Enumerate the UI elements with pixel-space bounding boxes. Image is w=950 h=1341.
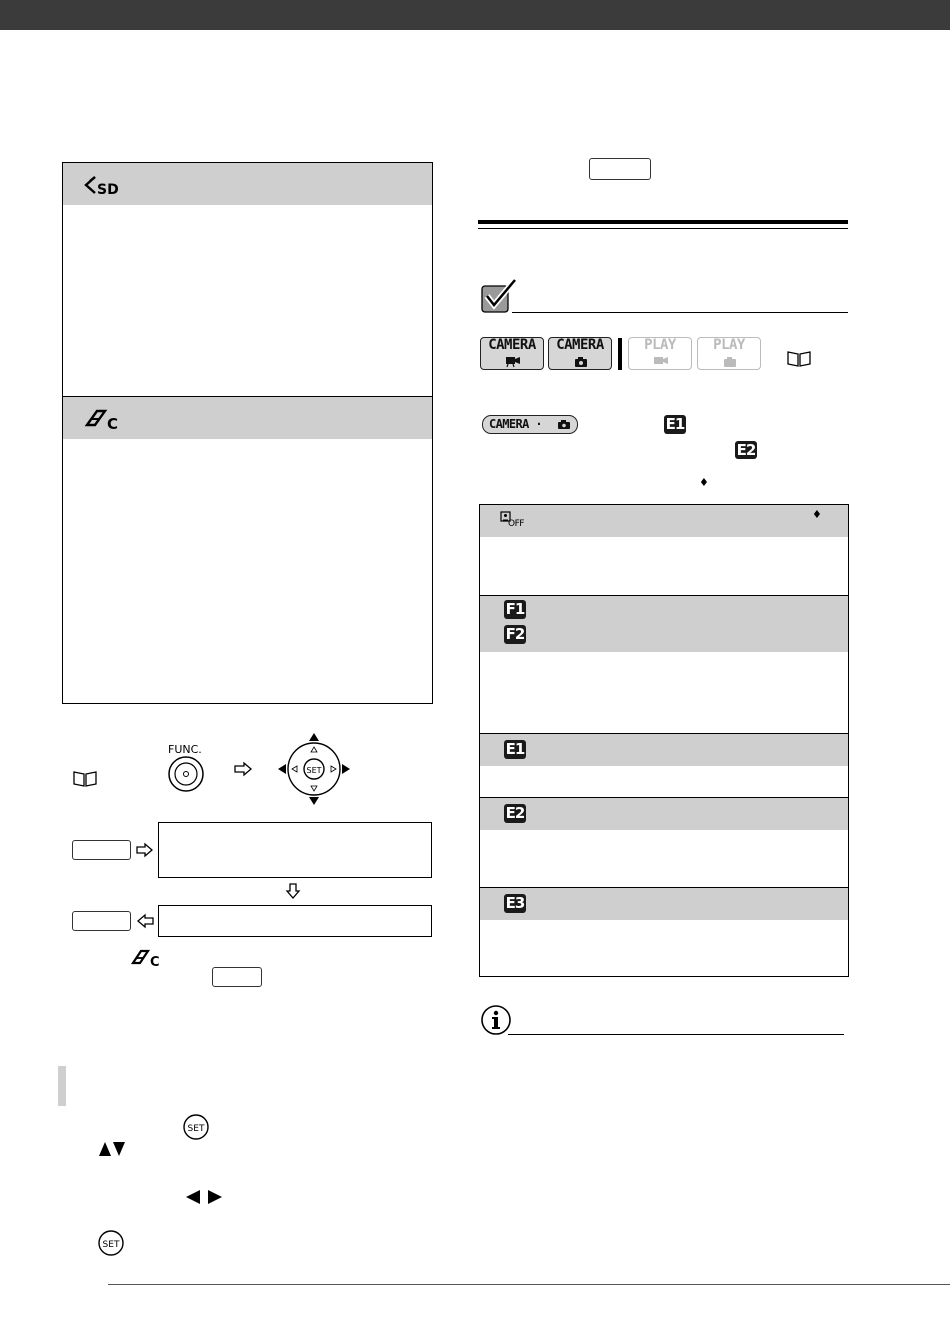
svg-text:SET: SET (187, 1124, 205, 1134)
menu-key-button[interactable] (72, 840, 131, 860)
badge-e1: E1 (505, 740, 525, 758)
footer-rule (108, 1284, 950, 1285)
svg-text:C: C (107, 415, 119, 433)
badge-f1: F1 (505, 600, 525, 618)
arrow-left-icon (136, 914, 154, 928)
book-icon (72, 770, 100, 788)
options-table (479, 504, 849, 977)
checkmark-icon (480, 278, 520, 314)
mode-chip-label: CAMERA (556, 337, 604, 353)
card-sd-icon (83, 175, 123, 197)
movie-icon (505, 356, 521, 368)
heading-rule (478, 220, 848, 224)
camera-icon (723, 356, 737, 368)
mode-chip-label: PLAY (644, 337, 676, 353)
step-box-2 (158, 905, 432, 937)
func-key-button[interactable] (72, 911, 131, 931)
table-row-off-header (480, 505, 848, 537)
info-icon (480, 1004, 514, 1038)
movie-icon (653, 356, 669, 368)
table-row-e3-header (480, 887, 848, 920)
diamond-mark: ♦ (699, 476, 709, 489)
table-row-f1-f2-header (480, 595, 848, 652)
arrow-right-icon (136, 843, 154, 857)
set-button-icon[interactable] (98, 1230, 126, 1258)
sd-card-header (63, 163, 432, 205)
mode-chip-label: CAMERA (488, 337, 536, 353)
badge-e2: E2 (736, 441, 756, 459)
camera-icon (574, 356, 588, 368)
svg-text:SET: SET (306, 766, 322, 775)
mode-chip-label: PLAY (713, 337, 745, 353)
section-marker (58, 1066, 66, 1106)
inline-mode-label: CAMERA · (489, 417, 542, 431)
up-down-icon (98, 1141, 128, 1157)
top-bar (0, 0, 950, 30)
mode-chip-play-photo (697, 337, 761, 370)
joystick-icon[interactable] (278, 733, 350, 805)
badge-f2: F2 (505, 625, 525, 643)
svg-text:C: C (150, 955, 160, 970)
arrow-right-icon (234, 762, 254, 776)
mode-chip-play-movie (628, 337, 692, 370)
table-row-e1-header (480, 733, 848, 766)
func-label: FUNC. (168, 743, 202, 756)
cf-card-header (63, 396, 432, 439)
check-rule (512, 312, 848, 313)
svg-text:SET: SET (102, 1240, 120, 1250)
key-button[interactable] (212, 967, 262, 987)
diamond-mark: ♦ (812, 508, 822, 521)
card-cf-icon (130, 948, 164, 968)
memory-card-panel (62, 162, 433, 704)
table-row-e2-header (480, 797, 848, 830)
mode-chip-camera-movie (480, 337, 544, 370)
inline-mode-chip (482, 415, 578, 434)
camera-icon (557, 419, 571, 430)
func-button-icon[interactable] (166, 756, 206, 796)
card-cf-icon (83, 407, 123, 431)
mode-chip-camera-photo (548, 337, 612, 370)
arrow-down-icon (286, 883, 300, 899)
key-button[interactable] (589, 158, 651, 180)
left-right-icon (185, 1189, 223, 1205)
heading-rule-thin (478, 228, 848, 229)
mode-separator (618, 338, 622, 370)
step-box-1 (158, 822, 432, 878)
book-icon (786, 350, 814, 368)
badge-e1: E1 (665, 415, 685, 433)
badge-e2: E2 (505, 804, 525, 822)
set-button-icon[interactable] (183, 1114, 211, 1142)
info-rule (508, 1034, 844, 1035)
svg-text:SD: SD (97, 182, 119, 198)
badge-e3: E3 (505, 894, 525, 912)
zoom-off-label: OFF (508, 519, 524, 529)
